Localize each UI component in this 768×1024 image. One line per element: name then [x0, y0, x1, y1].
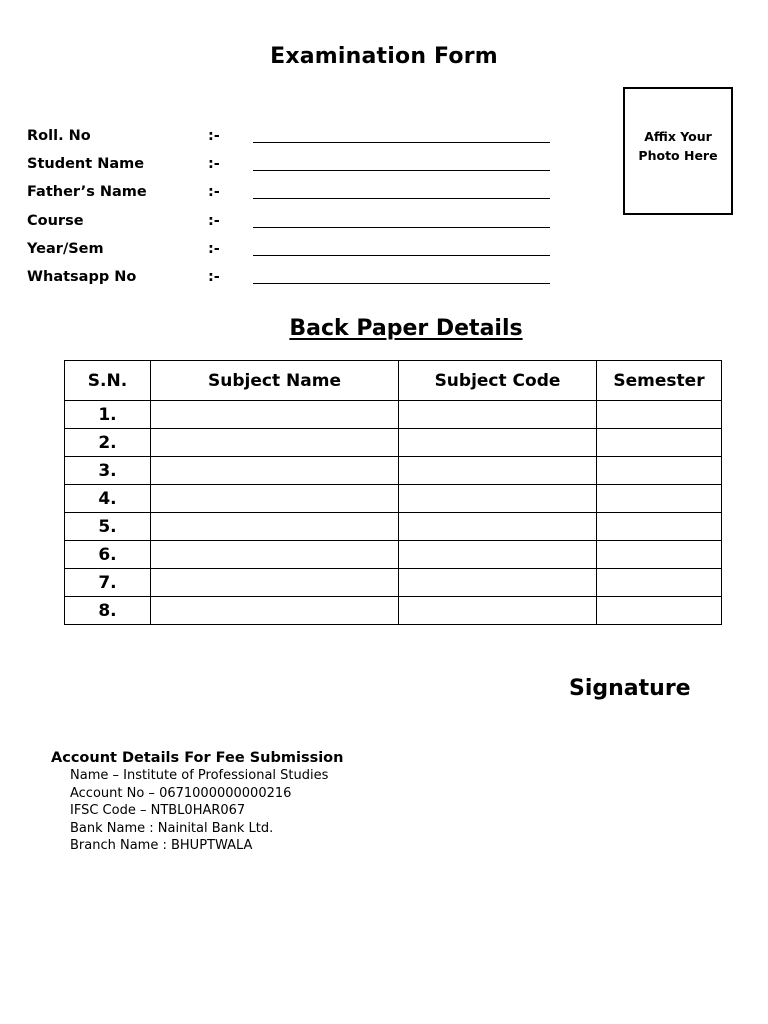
subject-name-cell[interactable] [151, 485, 399, 513]
photo-instruction: Affix Your Photo Here [638, 129, 718, 163]
field-year-sem [0, 241, 600, 263]
column-header-subject-code: Subject Code [399, 361, 597, 401]
subject-code-cell[interactable] [399, 485, 597, 513]
semester-cell[interactable] [597, 429, 722, 457]
field-course [0, 213, 600, 235]
row-serial-number: 6. [65, 541, 151, 569]
semester-cell[interactable] [597, 597, 722, 625]
signature-label: Signature [569, 676, 691, 701]
table-row [65, 457, 722, 485]
ifsc-code: IFSC Code – NTBL0HAR067 [70, 803, 246, 818]
semester-cell[interactable] [597, 541, 722, 569]
column-header-subject-name: Subject Name [151, 361, 399, 401]
subject-code-cell[interactable] [399, 597, 597, 625]
photo-box [623, 87, 733, 215]
subject-name-cell[interactable] [151, 513, 399, 541]
column-header-sn: S.N. [65, 361, 151, 401]
subject-code-cell[interactable] [399, 569, 597, 597]
form-title: Examination Form [270, 44, 498, 69]
table-row [65, 485, 722, 513]
field-blank-line[interactable] [253, 283, 550, 284]
field-label: Student Name [27, 156, 145, 172]
row-serial-number: 5. [65, 513, 151, 541]
field-colon: :- [208, 213, 220, 229]
branch-name: Branch Name : BHUPTWALA [70, 838, 253, 853]
table-header-row [65, 361, 722, 401]
subject-name-cell[interactable] [151, 569, 399, 597]
field-colon: :- [208, 269, 220, 285]
bank-name: Bank Name : Nainital Bank Ltd. [70, 820, 274, 836]
field-label: Course [27, 213, 84, 229]
table-row [65, 597, 722, 625]
field-blank-line[interactable] [253, 255, 550, 256]
semester-cell[interactable] [597, 401, 722, 429]
account-details-list [70, 767, 328, 855]
account-details-title: Account Details For Fee Submission [51, 750, 344, 766]
semester-cell[interactable] [597, 569, 722, 597]
account-holder-name: Name – Institute of Professional Studies [70, 768, 329, 783]
field-blank-line[interactable] [253, 227, 550, 228]
subject-code-cell[interactable] [399, 541, 597, 569]
table-row [65, 569, 722, 597]
table-row [65, 513, 722, 541]
field-roll-no [0, 128, 600, 150]
field-colon: :- [208, 128, 220, 144]
field-whatsapp-no [0, 269, 600, 291]
semester-cell[interactable] [597, 513, 722, 541]
field-colon: :- [208, 184, 220, 200]
field-blank-line[interactable] [253, 170, 550, 171]
field-label: Father’s Name [27, 184, 147, 200]
back-paper-title-text: Back Paper Details [289, 316, 523, 341]
table-row [65, 541, 722, 569]
subject-name-cell[interactable] [151, 457, 399, 485]
subject-code-cell[interactable] [399, 513, 597, 541]
field-blank-line[interactable] [253, 142, 550, 143]
field-label: Whatsapp No [27, 269, 137, 285]
row-serial-number: 4. [65, 485, 151, 513]
field-label: Year/Sem [27, 241, 104, 257]
field-colon: :- [208, 156, 220, 172]
subject-name-cell[interactable] [151, 541, 399, 569]
back-paper-table [64, 360, 722, 625]
row-serial-number: 3. [65, 457, 151, 485]
subject-code-cell[interactable] [399, 457, 597, 485]
back-paper-section-title [0, 316, 768, 341]
account-number: Account No – 0671000000000216 [70, 785, 292, 801]
row-serial-number: 2. [65, 429, 151, 457]
field-fathers-name [0, 184, 600, 206]
subject-name-cell[interactable] [151, 597, 399, 625]
subject-name-cell[interactable] [151, 429, 399, 457]
row-serial-number: 7. [65, 569, 151, 597]
table-row [65, 429, 722, 457]
semester-cell[interactable] [597, 457, 722, 485]
column-header-semester: Semester [597, 361, 722, 401]
subject-code-cell[interactable] [399, 401, 597, 429]
row-serial-number: 1. [65, 401, 151, 429]
field-colon: :- [208, 241, 220, 257]
table-row [65, 401, 722, 429]
semester-cell[interactable] [597, 485, 722, 513]
row-serial-number: 8. [65, 597, 151, 625]
field-label: Roll. No [27, 128, 91, 144]
field-student-name [0, 156, 600, 178]
subject-name-cell[interactable] [151, 401, 399, 429]
subject-code-cell[interactable] [399, 429, 597, 457]
field-blank-line[interactable] [253, 198, 550, 199]
